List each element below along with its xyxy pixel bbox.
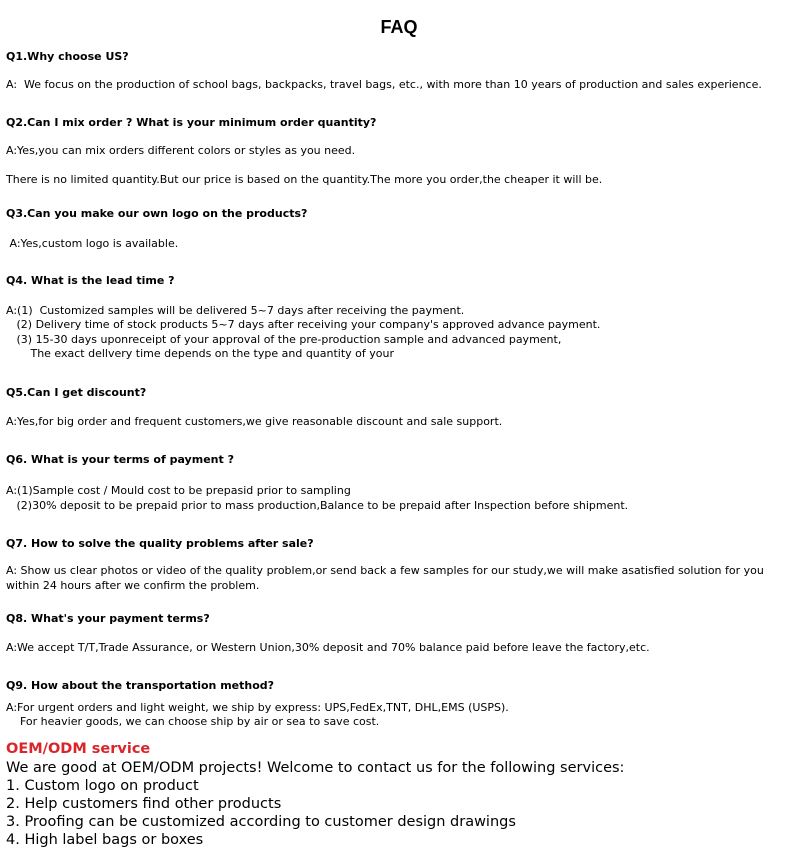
faq-answer-8: A:We accept T/T,Trade Assurance, or Western Union,30% deposit and 70% balance paid before leave the factory,etc. [6,641,650,654]
faq-answer-2-line-1: A:Yes,you can mix orders different colors or styles as you need. [6,144,356,157]
faq-answer-2-line-2: There is no limited quantity.But our price is based on the quantity.The more you order,the cheaper it will be. [6,173,603,186]
oem-service-item-4: 4. High label bags or boxes [6,832,204,848]
oem-intro: We are good at OEM/ODM projects! Welcome to contact us for the following services: [6,760,625,776]
faq-answer-4-line-4: The exact dellvery time depends on the type and quantity of your [6,347,395,360]
faq-answer-5: A:Yes,for big order and frequent customers,we give reasonable discount and sale support. [6,415,503,428]
faq-question-4: Q4. What is the lead time ? [6,274,175,287]
faq-answer-6-line-1: A:(1)Sample cost / Mould cost to be prepasid prior to sampling [6,484,351,497]
oem-section-title: OEM/ODM service [6,741,151,757]
faq-answer-6-line-2: (2)30% deposit to be prepaid prior to mass production,Balance to be prepaid after Inspection before shipment. [6,499,629,512]
page-title: FAQ [380,17,418,37]
faq-question-8: Q8. What's your payment terms? [6,612,210,625]
faq-answer-7: A: Show us clear photos or video of the quality problem,or send back a few samples for our study,we will make asatisfied solution for you within 24 hours after we confirm the problem. [6,564,764,592]
oem-service-item-3: 3. Proofing can be customized according to customer design drawings [6,814,516,830]
oem-service-item-2: 2. Help customers find other products [6,796,282,812]
faq-answer-3: A:Yes,custom logo is available. [6,237,179,250]
faq-answer-1: A: We focus on the production of school bags, backpacks, travel bags, etc., with more than 10 years of production and sales experience. [6,78,762,91]
faq-question-1: Q1.Why choose US? [6,50,129,63]
faq-answer-9-line-2: For heavier goods, we can choose ship by air or sea to save cost. [6,715,380,728]
faq-question-9: Q9. How about the transportation method? [6,679,275,692]
faq-question-2: Q2.Can I mix order ? What is your minimum order quantity? [6,116,377,129]
faq-question-3: Q3.Can you make our own logo on the products? [6,207,308,220]
faq-question-6: Q6. What is your terms of payment ? [6,453,234,466]
faq-answer-4-line-1: A:(1) Customized samples will be delivered 5~7 days after receiving the payment. [6,304,465,317]
faq-question-7: Q7. How to solve the quality problems after sale? [6,537,314,550]
oem-service-item-1: 1. Custom logo on product [6,778,199,794]
faq-answer-4-line-2: (2) Delivery time of stock products 5~7 days after receiving your company's approved advance payment. [6,318,601,331]
faq-question-5: Q5.Can I get discount? [6,386,147,399]
faq-answer-4-line-3: (3) 15-30 days uponreceipt of your approval of the pre-production sample and advanced payment, [6,333,562,346]
faq-answer-9-line-1: A:For urgent orders and light weight, we ship by express: UPS,FedEx,TNT, DHL,EMS (USPS). [6,701,509,714]
